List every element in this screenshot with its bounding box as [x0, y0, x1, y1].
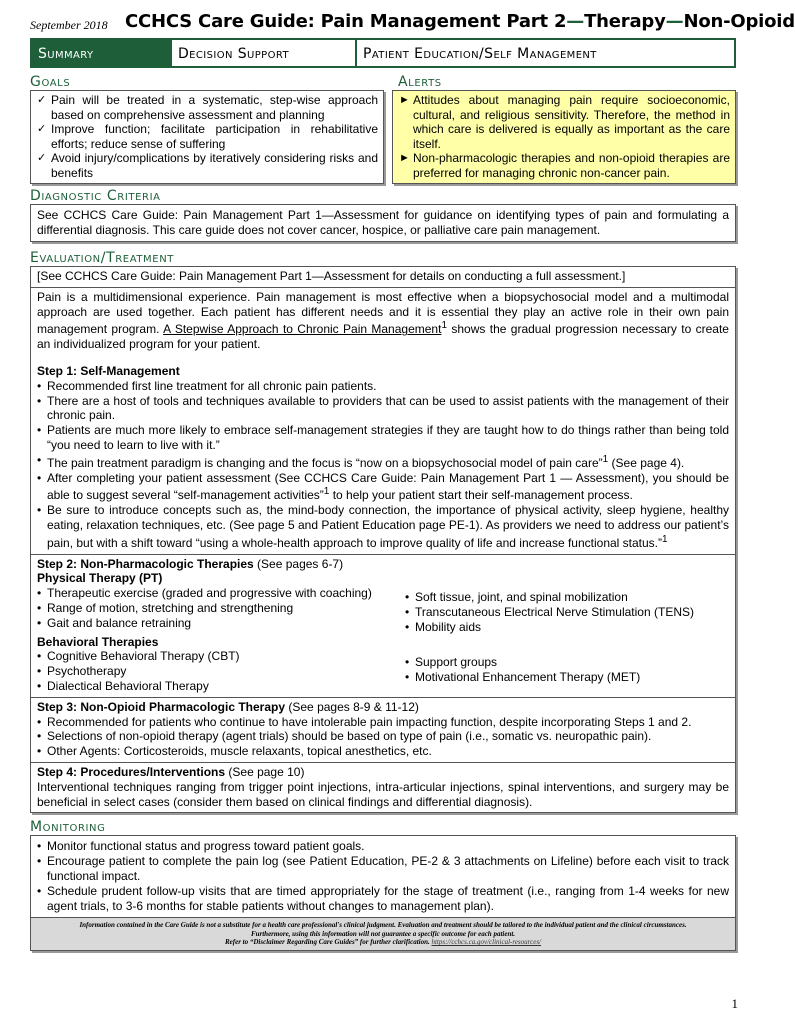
monitoring-heading: Monitoring: [30, 819, 106, 836]
list-item: • Monitor functional status and progress toward patient goals.: [37, 839, 729, 854]
list-item: [37, 394, 729, 424]
step3-list: [37, 715, 729, 759]
intro-text-b: shows the gradual progression necessary to create an individualized program for your patient.: [37, 322, 729, 352]
alert-item: [397, 93, 730, 151]
page-title: [125, 11, 795, 32]
goal-text: Avoid injury/complications by iteratively considering risks and benefits: [51, 151, 378, 180]
clinical-resources-link[interactable]: https://cchcs.ca.gov/clinical-resources/: [431, 938, 541, 947]
footnote: 1: [323, 486, 330, 498]
step4-segment: [31, 763, 735, 812]
item-text: Patients are much more likely to embrace self-management strategies if they are taught how to do things rather than being told “you need to learn to live with it.”: [47, 423, 729, 452]
item-text: Recommended first line treatment for all chronic pain patients.: [47, 378, 377, 393]
step3-title: Step 3: Non-Opioid Pharmacologic Therapy: [37, 699, 286, 714]
step4-title: Step 4: Procedures/Interventions: [37, 764, 226, 779]
list-item: • Encourage patient to complete the pain log (see Patient Education, PE-2 & 3 attachments on Lifeline) before each visit to track functional impact.: [37, 854, 729, 884]
triangle-right-icon: ►: [399, 152, 410, 164]
goal-item: [35, 122, 378, 151]
title-part-1: CCHCS Care Guide: Pain Management Part 2: [125, 11, 567, 32]
bt-columns: [37, 649, 729, 693]
disclaimer-line-2: Furthermore, using this information will not guarantee a specific outcome for each patient.: [250, 929, 516, 938]
list-item: • Selections of non-opioid therapy (agent trials) should be based on type of pain (i.e., somatic vs. neuropathic pain).: [37, 729, 729, 744]
list-item: • Motivational Enhancement Therapy (MET): [405, 670, 729, 685]
alert-text: Non-pharmacologic therapies and non-opioid therapies are preferred for managing chronic non-cancer pain.: [413, 151, 730, 180]
triangle-right-icon: ►: [399, 94, 410, 106]
title-dash-2: —: [665, 11, 684, 32]
item-text: There are a host of tools and techniques available to providers that can be used to assist patients with the management of their chronic pain.: [47, 393, 729, 423]
list-item: • Dialectical Behavioral Therapy: [37, 679, 401, 694]
page-header: [30, 10, 795, 38]
alert-text: Attitudes about managing pain require socioeconomic, cultural, and religious sensitivity. Therefore, the method in which care is delivered is equally as important as the care itself.: [413, 93, 730, 151]
title-part-3: Non-Opioid: [683, 11, 795, 32]
check-icon: ✓: [37, 123, 47, 135]
evaluation-heading: Evaluation/Treatment: [30, 250, 174, 266]
evaluation-section: [30, 250, 736, 813]
monitoring-box: [30, 835, 736, 918]
item-tail: to help your patient start their self-management process.: [329, 488, 633, 503]
list-item: [37, 471, 729, 504]
pt-right-list: [401, 586, 729, 634]
disclaimer-footer: [30, 918, 736, 951]
page-number: 1: [731, 996, 738, 1011]
list-item: • Transcutaneous Electrical Nerve Stimulation (TENS): [405, 605, 729, 620]
item-text: The pain treatment paradigm is changing and the focus is “now on a biopsychosocial model of pain care”: [47, 455, 603, 470]
list-item: • Other Agents: Corticosteroids, muscle relaxants, topical anesthetics, etc.: [37, 744, 729, 759]
tab-summary[interactable]: Summary: [32, 40, 172, 66]
intro-text-a: Pain is a multidimensional experience. Pain management is most effective when a biopsychosocial model and a multimodal approach are used together. Each patient has different needs and it is essential they play an active role in their own pain management program.: [37, 289, 729, 337]
goal-item: [35, 151, 378, 180]
diagnostic-heading: Diagnostic Criteria: [30, 188, 161, 204]
list-item: • Psychotherapy: [37, 664, 401, 679]
step3-title-line: [37, 700, 729, 715]
step2-title-line: [37, 557, 729, 572]
care-guide-page: [30, 10, 795, 951]
step4-text: Interventional techniques ranging from trigger point injections, intra-articular injections, spinal interventions, and surgery may be beneficial in select cases (consider them based on clinical findings and differential diagnosis).: [37, 779, 729, 809]
bt-heading: Behavioral Therapies: [37, 634, 159, 649]
alert-item: [397, 151, 730, 180]
list-item: • Range of motion, stretching and strengthening: [37, 601, 401, 616]
bt-right-list: [401, 649, 729, 693]
alerts-box: [392, 90, 736, 184]
step1-segment: [31, 288, 735, 555]
step3-title-note: (See pages 8-9 & 11-12): [285, 699, 419, 714]
pt-heading: Physical Therapy (PT): [37, 571, 163, 586]
tab-decision-support[interactable]: Decision Support: [172, 40, 357, 66]
title-dash-1: —: [566, 11, 585, 32]
evaluation-box: [30, 266, 736, 813]
list-item: [37, 503, 729, 550]
check-icon: ✓: [37, 152, 47, 164]
step2-title-note: (See pages 6-7): [253, 556, 344, 571]
list-item: • Support groups: [405, 655, 729, 670]
stepwise-approach-link[interactable]: A Stepwise Approach to Chronic Pain Management: [163, 322, 442, 337]
diagnostic-box: See CCHCS Care Guide: Pain Management Part 1—Assessment for guidance on identifying types of pain and formulating a differential diagnosis. This care guide does not cover cancer, hospice, or palliative care pain management.: [30, 204, 736, 242]
step2-segment: [31, 555, 735, 698]
list-item: [37, 423, 729, 453]
alerts-section: [392, 74, 736, 184]
list-item: • Schedule prudent follow-up visits that are timed appropriately for the stage of treatment (i.e., ranging from 1-4 weeks for new agent trials, to 3-6 months for stable patients without changes to management plan).: [37, 884, 729, 914]
list-item: • Gait and balance retraining: [37, 616, 401, 631]
step4-title-note: (See page 10): [225, 764, 305, 779]
check-icon: ✓: [37, 94, 47, 106]
goals-box: [30, 90, 384, 184]
bt-left-list: [37, 649, 401, 693]
list-item: [37, 453, 729, 471]
list-item: • Recommended for patients who continue to have intolerable pain impacting function, despite incorporating Steps 1 and 2.: [37, 715, 729, 730]
step3-segment: [31, 698, 735, 763]
list-item: • Therapeutic exercise (graded and progressive with coaching): [37, 586, 401, 601]
title-part-2: Therapy: [584, 11, 666, 32]
list-item: • Soft tissue, joint, and spinal mobilization: [405, 590, 729, 605]
disclaimer-text: Refer to “Disclaimer Regarding Care Guides” for further clarification.: [224, 938, 432, 947]
item-text: Be sure to introduce concepts such as, the mind-body connection, the importance of physical activity, sleep hygiene, healthy eating, relaxation techniques, etc. (See page 5 and Patient Education page PE-1). As providers we need to address our patient’s pain, but with a shift toward “using a whole-health approach to improve quality of life and increase functional status.”: [47, 503, 729, 550]
footnote: 1: [602, 453, 609, 465]
footnote: 1: [662, 533, 668, 545]
pt-columns: [37, 586, 729, 634]
goals-heading: Goals: [30, 74, 71, 90]
item-tail: (See page 4).: [608, 455, 685, 470]
intro-paragraph: [37, 290, 729, 352]
see-note: [See CCHCS Care Guide: Pain Management Part 1—Assessment for details on conducting a full assessment.]: [31, 267, 735, 288]
alerts-heading: Alerts: [398, 74, 442, 90]
item-text: After completing your patient assessment (See CCHCS Care Guide: Pain Management Part 1 — Assessment), you should be able to suggest several “self-management activities”: [47, 470, 729, 503]
goals-section: [30, 74, 384, 184]
step2-title: Step 2: Non-Pharmacologic Therapies: [37, 556, 254, 571]
pt-left-list: [37, 586, 401, 634]
section-tabs: [30, 38, 736, 68]
list-item: [37, 379, 729, 394]
list-item: • Mobility aids: [405, 620, 729, 635]
list-item: • Cognitive Behavioral Therapy (CBT): [37, 649, 401, 664]
monitoring-section: [30, 819, 736, 951]
step1-list: [37, 379, 729, 551]
tab-patient-education[interactable]: Patient Education/Self Management: [363, 46, 597, 62]
header-date: September 2018: [30, 18, 108, 32]
step4-title-line: [37, 765, 729, 780]
disclaimer-line-3: [35, 938, 731, 947]
step1-title: Step 1: Self-Management: [37, 363, 180, 378]
goal-text: Pain will be treated in a systematic, step-wise approach based on comprehensive assessment and planning: [51, 93, 378, 122]
goal-text: Improve function; facilitate participation in rehabilitative efforts; reduce sense of suffering: [51, 122, 378, 151]
diagnostic-section: [30, 188, 736, 242]
goal-item: [35, 93, 378, 122]
disclaimer-line-1: Information contained in the Care Guide is not a substitute for a health care professional's clinical judgment. Evaluation and treatment should be tailored to the individual patient and the clinical circumstances.: [79, 921, 687, 930]
goals-alerts-row: [30, 74, 736, 184]
intro-footnote: 1: [441, 320, 447, 332]
